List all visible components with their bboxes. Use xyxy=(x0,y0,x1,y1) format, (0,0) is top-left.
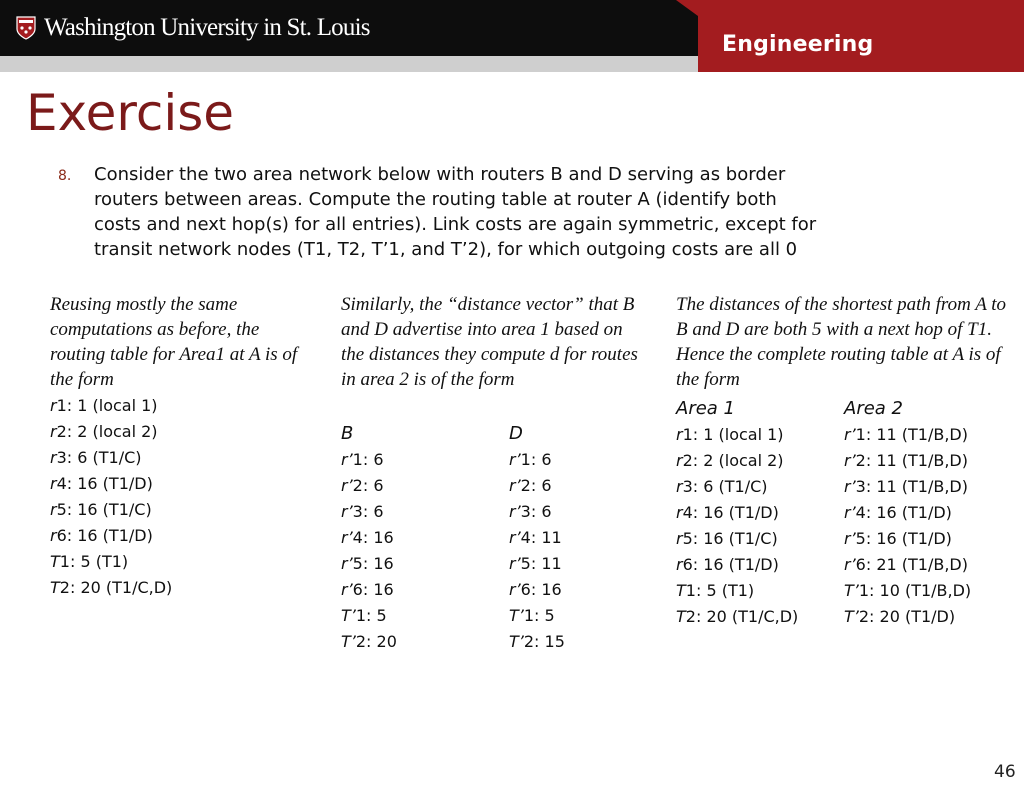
entry-value: 3: 6 xyxy=(352,502,384,521)
entry-value: 3: 6 (T1/C) xyxy=(682,477,768,496)
entry-value: 2: 20 (T1/D) xyxy=(858,607,956,626)
table-row xyxy=(676,422,798,448)
entry-value: 1: 6 xyxy=(520,450,552,469)
table-row xyxy=(341,577,397,603)
table-row xyxy=(341,551,397,577)
table-row xyxy=(676,604,798,630)
table-row xyxy=(844,552,971,578)
entry-value: 1: 1 (local 1) xyxy=(682,425,784,444)
entry-variable: r’ xyxy=(844,503,856,522)
table-row xyxy=(509,577,565,603)
router-d-column xyxy=(509,421,565,655)
area1-column xyxy=(676,396,798,630)
router-b-list xyxy=(341,447,397,655)
table-row xyxy=(341,473,397,499)
entry-variable: r’ xyxy=(509,450,521,469)
entry-value: 1: 5 xyxy=(355,606,387,625)
table-row xyxy=(844,526,971,552)
distance-vector-intro-text: Similarly, the “distance vector” that B and D advertise into area 1 based on the distances they compute d for routes in area 2 is of the form xyxy=(341,294,638,390)
slide-header xyxy=(0,0,1024,72)
table-row xyxy=(509,447,565,473)
entry-variable: T xyxy=(50,552,60,571)
entry-value: 4: 16 (T1/D) xyxy=(682,503,779,522)
table-row xyxy=(676,500,798,526)
area1-intro-text: Reusing mostly the same computations as before, the routing table for Area1 at A is of the form xyxy=(50,294,298,390)
university-logo xyxy=(16,14,370,42)
table-row xyxy=(50,549,172,575)
table-row xyxy=(50,497,172,523)
area1-table xyxy=(50,393,172,601)
entry-value: 2: 6 xyxy=(520,476,552,495)
entry-value: 5: 11 xyxy=(520,554,562,573)
entry-value: 2: 20 (T1/C,D) xyxy=(685,607,799,626)
entry-value: 1: 1 (local 1) xyxy=(56,396,158,415)
logo-text: Washington University in St. Louis xyxy=(44,14,370,41)
table-row xyxy=(341,499,397,525)
entry-value: 5: 16 (T1/C) xyxy=(682,529,778,548)
entry-variable: T’ xyxy=(509,632,524,651)
table-row xyxy=(341,525,397,551)
entry-variable: r’ xyxy=(341,580,353,599)
entry-variable: r xyxy=(676,425,683,444)
question-text xyxy=(94,162,994,262)
entry-variable: r’ xyxy=(341,502,353,521)
entry-variable: T’ xyxy=(341,606,356,625)
entry-variable: r xyxy=(50,448,57,467)
entry-value: 2: 6 xyxy=(352,476,384,495)
entry-value: 5: 16 (T1/D) xyxy=(855,529,952,548)
entry-variable: r’ xyxy=(844,451,856,470)
table-row xyxy=(509,525,565,551)
entry-variable: r’ xyxy=(341,528,353,547)
table-row xyxy=(676,552,798,578)
table-row xyxy=(50,393,172,419)
entry-value: 3: 11 (T1/B,D) xyxy=(855,477,968,496)
router-b-header: B xyxy=(341,423,354,444)
entry-value: 4: 16 (T1/D) xyxy=(56,474,153,493)
entry-value: 2: 11 (T1/B,D) xyxy=(855,451,968,470)
shield-icon xyxy=(16,16,36,40)
entry-value: 6: 16 xyxy=(520,580,562,599)
table-row xyxy=(844,578,971,604)
entry-value: 2: 20 (T1/C,D) xyxy=(59,578,173,597)
entry-value: 1: 5 (T1) xyxy=(59,552,129,571)
entry-variable: r’ xyxy=(341,450,353,469)
area1-header: Area 1 xyxy=(676,398,735,419)
question-line: costs and next hop(s) for all entries). Link costs are again symmetric, except for xyxy=(94,214,817,235)
entry-value: 6: 16 (T1/D) xyxy=(56,526,153,545)
table-row xyxy=(844,500,971,526)
entry-value: 1: 10 (T1/B,D) xyxy=(858,581,972,600)
entry-variable: r’ xyxy=(844,529,856,548)
table-row xyxy=(50,471,172,497)
entry-value: 1: 11 (T1/B,D) xyxy=(855,425,968,444)
table-row xyxy=(509,473,565,499)
entry-value: 6: 21 (T1/B,D) xyxy=(855,555,968,574)
entry-value: 6: 16 xyxy=(352,580,394,599)
entry-variable: T xyxy=(676,607,686,626)
table-row xyxy=(341,447,397,473)
entry-variable: r’ xyxy=(844,555,856,574)
school-name: Engineering xyxy=(722,32,874,57)
entry-variable: r’ xyxy=(509,528,521,547)
table-row xyxy=(509,629,565,655)
entry-variable: r xyxy=(50,422,57,441)
table-row xyxy=(676,474,798,500)
entry-variable: T xyxy=(50,578,60,597)
area1-list xyxy=(676,422,798,630)
table-row xyxy=(509,603,565,629)
entry-variable: r xyxy=(50,526,57,545)
entry-variable: r xyxy=(50,474,57,493)
table-row xyxy=(50,419,172,445)
area2-column xyxy=(844,396,971,630)
entry-value: 5: 16 xyxy=(352,554,394,573)
question-line: Consider the two area network below with routers B and D serving as border xyxy=(94,164,786,185)
table-row xyxy=(509,499,565,525)
entry-variable: T’ xyxy=(844,581,859,600)
table-row xyxy=(50,575,172,601)
entry-variable: r xyxy=(50,396,57,415)
entry-value: 2: 2 (local 2) xyxy=(56,422,158,441)
router-d-header: D xyxy=(509,423,523,444)
table-row xyxy=(844,422,971,448)
question-number: 8. xyxy=(58,168,72,184)
router-b-column xyxy=(341,421,397,655)
table-row xyxy=(341,603,397,629)
table-row xyxy=(844,474,971,500)
entry-variable: r’ xyxy=(844,425,856,444)
slide-title: Exercise xyxy=(26,84,235,142)
entry-variable: T’ xyxy=(844,607,859,626)
table-row xyxy=(844,448,971,474)
table-row xyxy=(341,629,397,655)
entry-value: 2: 15 xyxy=(523,632,565,651)
table-row xyxy=(676,526,798,552)
entry-value: 2: 20 xyxy=(355,632,397,651)
entry-value: 1: 5 xyxy=(523,606,555,625)
entry-value: 1: 5 (T1) xyxy=(685,581,755,600)
table-row xyxy=(676,448,798,474)
entry-variable: r’ xyxy=(341,476,353,495)
table-row xyxy=(50,445,172,471)
question-line: transit network nodes (T1, T2, T’1, and T’2), for which outgoing costs are all 0 xyxy=(94,239,798,260)
table-row xyxy=(509,551,565,577)
entry-variable: T’ xyxy=(341,632,356,651)
entry-variable: r xyxy=(676,555,683,574)
entry-value: 3: 6 (T1/C) xyxy=(56,448,142,467)
area2-header: Area 2 xyxy=(844,398,903,419)
entry-value: 4: 11 xyxy=(520,528,562,547)
router-d-list xyxy=(509,447,565,655)
entry-variable: T’ xyxy=(509,606,524,625)
entry-value: 6: 16 (T1/D) xyxy=(682,555,779,574)
entry-variable: r xyxy=(676,451,683,470)
entry-value: 3: 6 xyxy=(520,502,552,521)
table-row xyxy=(50,523,172,549)
table-row xyxy=(676,578,798,604)
entry-value: 2: 2 (local 2) xyxy=(682,451,784,470)
entry-value: 4: 16 xyxy=(352,528,394,547)
entry-value: 1: 6 xyxy=(352,450,384,469)
entry-value: 5: 16 (T1/C) xyxy=(56,500,152,519)
area2-list xyxy=(844,422,971,630)
question-line: routers between areas. Compute the routing table at router A (identify both xyxy=(94,189,777,210)
entry-variable: r’ xyxy=(509,502,521,521)
page-number: 46 xyxy=(994,762,1016,782)
entry-variable: r’ xyxy=(844,477,856,496)
entry-variable: r’ xyxy=(509,580,521,599)
entry-variable: T xyxy=(676,581,686,600)
entry-variable: r xyxy=(676,503,683,522)
table-row xyxy=(844,604,971,630)
complete-table-intro-text: The distances of the shortest path from A to B and D are both 5 with a next hop of T1. Hence the complete routing table at A is of the form xyxy=(676,294,1007,390)
entry-variable: r’ xyxy=(509,476,521,495)
entry-variable: r xyxy=(676,477,683,496)
entry-value: 4: 16 (T1/D) xyxy=(855,503,952,522)
entry-variable: r’ xyxy=(341,554,353,573)
entry-variable: r’ xyxy=(509,554,521,573)
entry-variable: r xyxy=(50,500,57,519)
entry-variable: r xyxy=(676,529,683,548)
